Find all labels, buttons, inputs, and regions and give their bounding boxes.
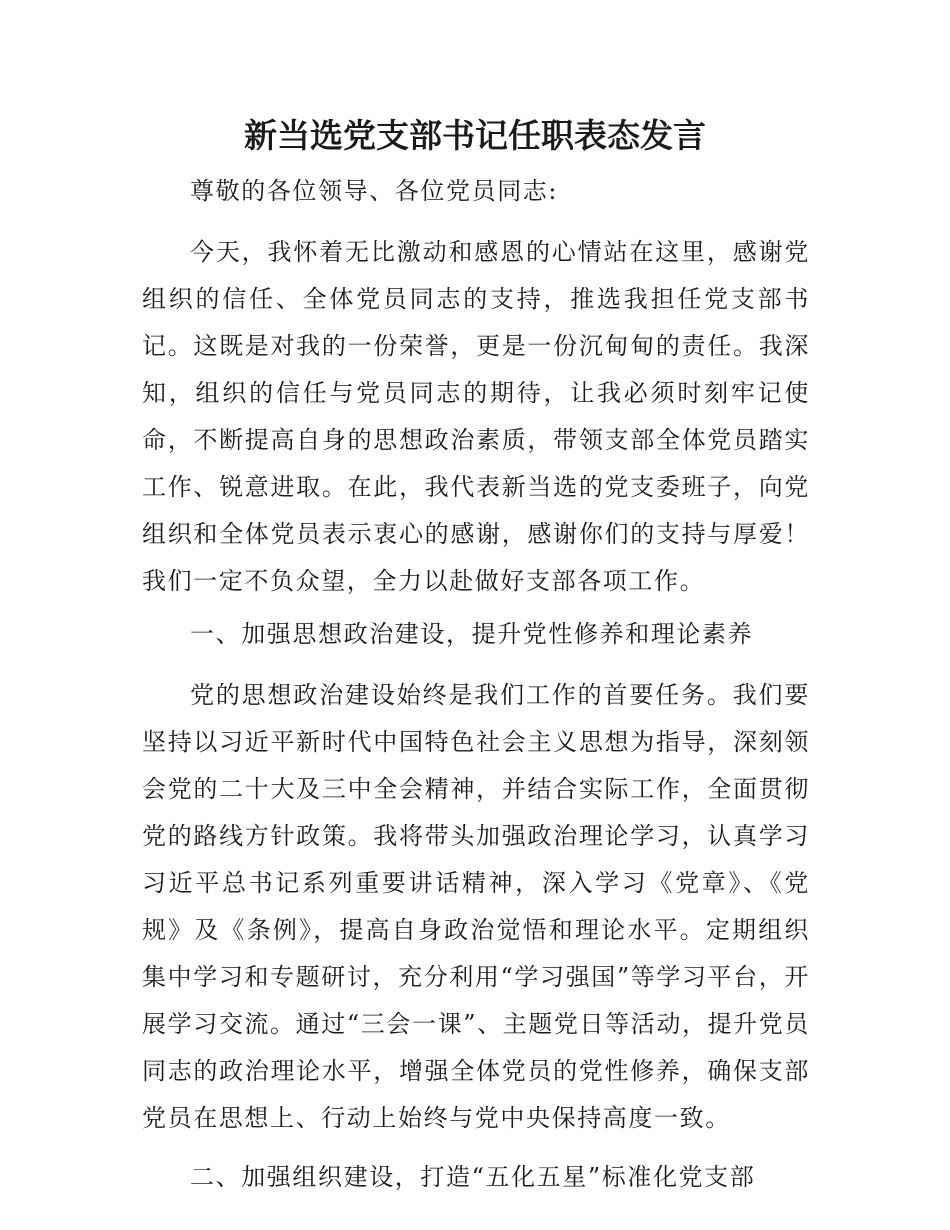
- salutation: 尊敬的各位领导、各位党员同志:: [190, 177, 559, 205]
- section-heading-1: 一、加强思想政治建设，提升党性修养和理论素养: [190, 620, 754, 648]
- document-body: [142, 168, 810, 1207]
- paragraph-political: 党的思想政治建设始终是我们工作的首要任务。我们要坚持以习近平新时代中国特色社会主义思想为指导，深刻领会党的二十大及三中全会精神，并结合实际工作，全面贯彻党的路线方针政策。我将带头加强政治理论学习，认真学习习近平总书记系列重要讲话精神，深入学习《党章》、《党规》及《条例》，提高自身政治觉悟和理论水平。定期组织集中学习和专题研讨，充分利用“学习强国”等学习平台，开展学习交流。通过“三会一课”、主题党日等活动，提升党员同志的政治理论水平，增强全体党员的党性修养，确保支部党员在思想上、行动上始终与党中央保持高度一致。: [142, 681, 810, 1132]
- document-title: 新当选党支部书记任职表态发言: [244, 116, 706, 155]
- paragraph-intro: 今天，我怀着无比激动和感恩的心情站在这里，感谢党组织的信任、全体党员同志的支持，推选我担任党支部书记。这既是对我的一份荣誉，更是一份沉甸甸的责任。我深知，组织的信任与党员同志的期待，让我必须时刻牢记使命，不断提高自身的思想政治素质，带领支部全体党员踏实工作、锐意进取。在此，我代表新当选的党支委班子，向党组织和全体党员表示衷心的感谢，感谢你们的支持与厚爱！我们一定不负众望，全力以赴做好支部各项工作。: [142, 238, 810, 595]
- section-heading-2: 二、加强组织建设，打造“五化五星”标准化党支部: [190, 1163, 756, 1191]
